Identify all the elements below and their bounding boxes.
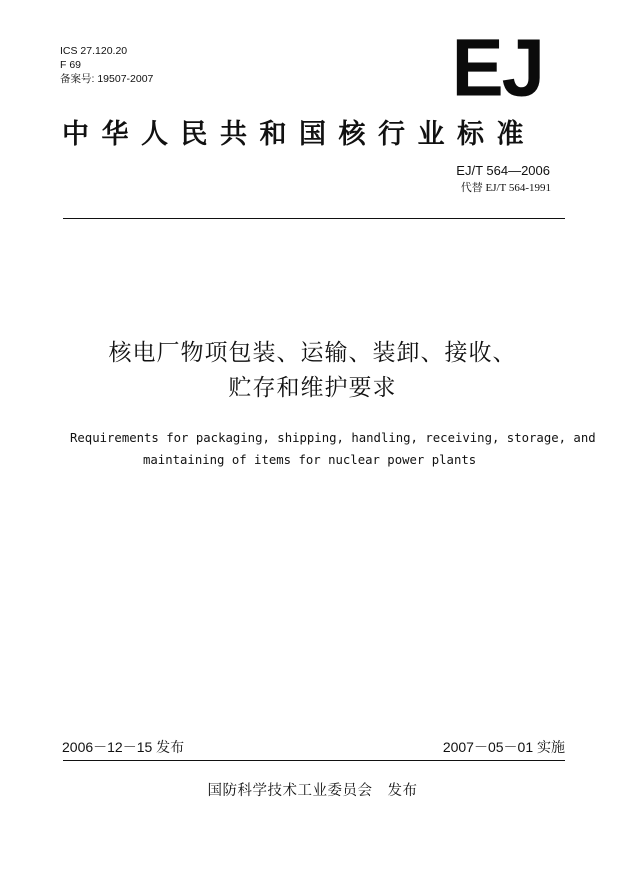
title-en-line2: maintaining of items for nuclear power plants (143, 453, 477, 467)
replaces-standard: 代替 EJ/T 564-1991 (460, 182, 551, 194)
standard-number: EJ/T 564—2006 (456, 163, 550, 178)
ics-code: ICS 27.120.20 (60, 45, 128, 57)
title-en-line1: Requirements for packaging, shipping, handling, receiving, storage, and (70, 431, 596, 445)
title-zh-line2: 贮存和维护要求 (228, 375, 397, 401)
footer-divider (63, 760, 565, 761)
header-divider (63, 218, 565, 219)
filing-number: 备案号: 19507-2007 (60, 73, 154, 85)
issuing-authority: 国防科学技术工业委员会 发布 (207, 783, 418, 799)
issue-date: 2006－12－15 发布 (62, 739, 185, 755)
title-zh-line1: 核电厂物项包装、运输、装卸、接收、 (108, 340, 517, 366)
ej-logo: EJ (451, 20, 543, 114)
classification-block (60, 44, 153, 86)
ccs-code: F 69 (60, 59, 82, 71)
effective-date: 2007－05－01 实施 (442, 739, 565, 755)
standard-category-title: 中华人民共和国核行业标准 (62, 119, 536, 150)
